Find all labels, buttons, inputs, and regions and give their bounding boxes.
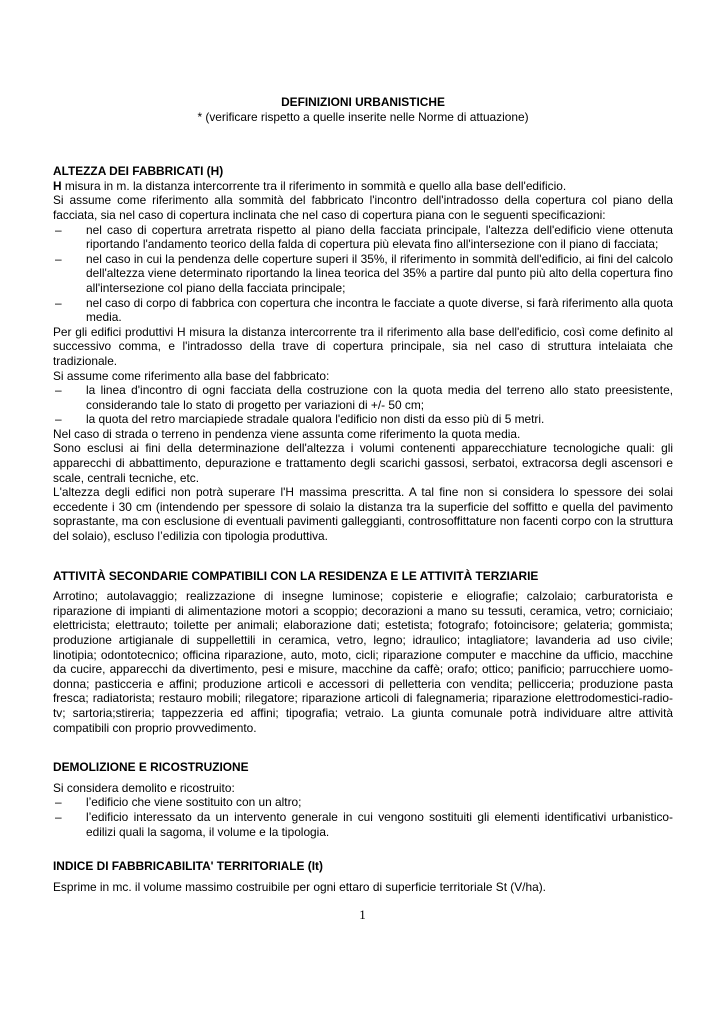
list-item — [53, 383, 673, 412]
paragraph: Per gli edifici produttivi H misura la distanza intercorrente tra il riferimento alla base dell'edificio, così come definito al successivo comma, e l'intradosso della trave di copertura principale, sia nel caso di struttura intelaiata che tradizionale. — [53, 324, 673, 368]
section-heading-demolizione: DEMOLIZIONE E RICOSTRUZIONE — [53, 760, 249, 775]
list-item — [53, 252, 673, 296]
list-item-text: nel caso di copertura arretrata rispetto al piano della facciata principale, l'altezza dell'edificio viene ottenuta riportando l'andamento teorico della falda di copertura più elevata fino all'intersezione con il piano di facciata; — [86, 222, 673, 252]
list-item — [53, 795, 673, 810]
dash-bullet: – — [55, 222, 62, 237]
list-item-text: la quota del retro marciapiede stradale qualora l'edificio non disti da esso più di 5 metri. — [86, 412, 545, 427]
list-item — [53, 810, 673, 839]
list-item-text: nel caso di corpo di fabbrica con copertura che incontra le facciate a quote diverse, si farà riferimento alla quota media. — [86, 295, 673, 325]
paragraph — [53, 179, 673, 194]
list-item — [53, 296, 673, 325]
page-number: 1 — [359, 907, 366, 922]
dash-bullet: – — [55, 412, 62, 427]
dash-bullet: – — [55, 383, 62, 398]
list-item-text: nel caso in cui la pendenza delle coperture superi il 35%, il riferimento in sommità dell'edificio, ai fini del calcolo dell'altezza viene determinato riportando la linea teorica del 35% a partire dal punto più alto della copertura fino all'intersezione col piano della facciata principale; — [86, 251, 673, 295]
dash-bullet: – — [55, 251, 62, 266]
document-page — [53, 95, 673, 894]
list-item — [53, 412, 673, 427]
bullet-list — [53, 223, 673, 325]
paragraph: Sono esclusi ai fini della determinazione dell'altezza i volumi contenenti apparecchiature tecnologiche quali: gli apparecchi di abbattimento, depurazione e trattamento degli scarichi gassosi, serbatoi, extracorsa degli ascensori e scale, centrali tecniche, etc. — [53, 441, 673, 485]
list-item-text: la linea d'incontro di ogni facciata della costruzione con la quota media del terreno allo stato preesistente, considerando tale lo stato di progetto per variazioni di +/- 50 cm; — [86, 383, 673, 412]
dash-bullet: – — [55, 809, 62, 824]
list-item-text: l’edificio che viene sostituito con un altro; — [86, 795, 302, 810]
paragraph-text: misura in m. la distanza intercorrente tra il riferimento in sommità e quello alla base dell'edificio. — [61, 178, 567, 193]
dash-bullet: – — [55, 795, 62, 810]
document-title: DEFINIZIONI URBANISTICHE — [281, 95, 445, 109]
paragraph: Arrotino; autolavaggio; realizzazione di insegne luminose; copisterie e eliografie; calzolaio; carburatorista e riparazione di impianti di alimentazione motori a scoppio; decorazioni a mano su tessuti, ceramica, vetro; corniciaio; elettricista; elettrauto; toilette per animali; elaborazione dati; estetista; fotografo; fotoincisore; gelateria; gommista; produzione artigianale di suppellettili in ceramica, vetro, legno; idraulico; intagliatore; lavanderia ad uso civile; linotipia; odontotecnico; officina riparazione, auto, moto, cicli; riparazione computer e macchine da ufficio, macchine da cucire, apparecchi da divertimento, pesi e misure, macchine da caffè; orafo; ottico; panificio; parrucchiere uomo-donna; pasticceria e affini; produzione articoli e accessori di pelletteria con vendita; pellicceria; produzione pasta fresca; radiatorista; restauro mobili; rilegatore; riparazione articoli di falegnameria; riparazione elettrodomestici-radio-tv; sartoria;stireria; tappezzeria ed affini; tipografia; vetraio. La giunta comunale potrà individuare altre attività compatibili con proprio provvedimento. — [53, 589, 673, 735]
section-heading-altezza: ALTEZZA DEI FABBRICATI (H) — [53, 164, 224, 179]
paragraph: Si assume come riferimento alla sommità del fabbricato l'incontro dell'intradosso della copertura col piano della facciata, sia nel caso di copertura inclinata che nel caso di copertura piana con le seguenti specificazioni: — [53, 193, 673, 222]
section-heading-indice: INDICE DI FABBRICABILITA' TERRITORIALE (It) — [53, 859, 323, 874]
list-item-text: l’edificio interessato da un intervento generale in cui vengono sostituiti gli elementi identificativi urbanistico-edilizi quali la sagoma, il volume e la tipologia. — [86, 809, 673, 839]
h-letter: H — [53, 178, 62, 193]
dash-bullet: – — [55, 295, 62, 310]
bullet-list — [53, 795, 673, 839]
paragraph: L'altezza degli edifici non potrà superare l'H massima prescritta. A tal fine non si considera lo spessore dei solai eccedente i 30 cm (intendendo per spessore di solaio la distanza tra la superficie del soffitto e quella del pavimento soprastante, ma con esclusione di eventuali pavimenti galleggianti, controsoffittature non facenti corpo con la struttura del solaio), escluso l’edilizia con tipologia produttiva. — [53, 485, 673, 544]
paragraph: Si considera demolito e ricostruito: — [53, 780, 235, 795]
bullet-list — [53, 383, 673, 427]
list-item — [53, 223, 673, 252]
document-subtitle: * (verificare rispetto a quelle inserite nelle Norme di attuazione) — [197, 109, 529, 124]
paragraph: Si assume come riferimento alla base del fabbricato: — [53, 368, 330, 383]
section-heading-attivita: ATTIVITÀ SECONDARIE COMPATIBILI CON LA RESIDENZA E LE ATTIVITÀ TERZIARIE — [53, 568, 539, 583]
paragraph: Esprime in mc. il volume massimo costruibile per ogni ettaro di superficie territoriale St (V/ha). — [53, 879, 546, 894]
paragraph: Nel caso di strada o terreno in pendenza viene assunta come riferimento la quota media. — [53, 426, 521, 441]
